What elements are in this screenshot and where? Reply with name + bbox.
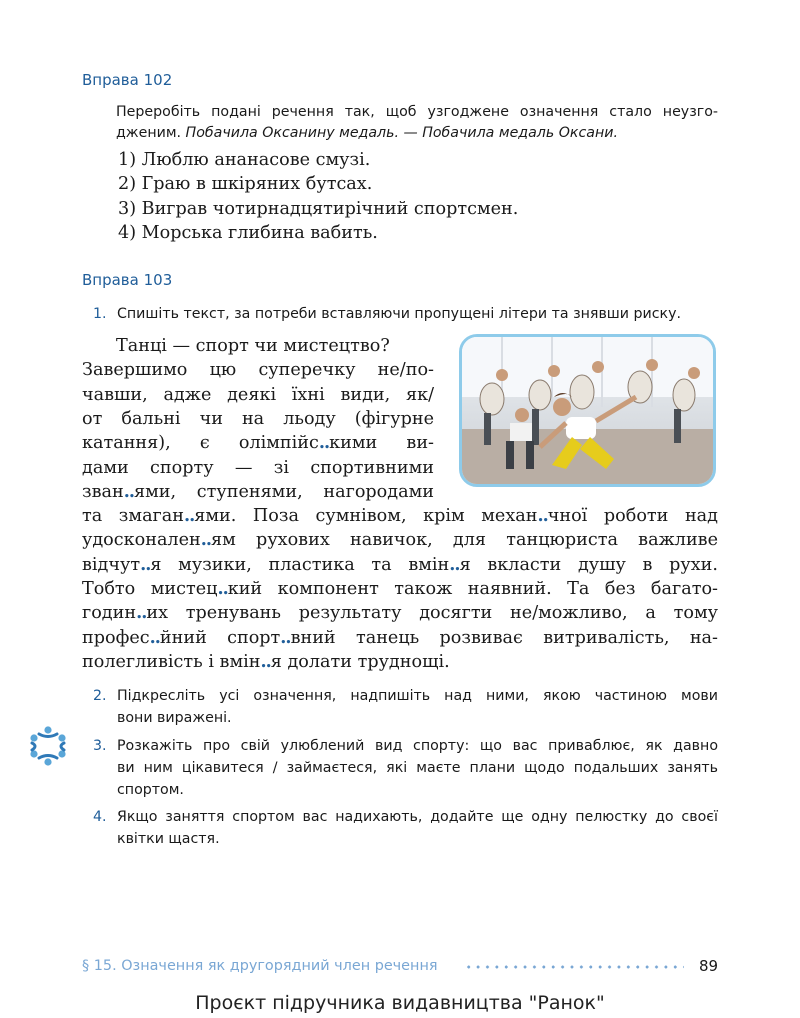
letter-gap: .. — [260, 650, 271, 672]
letter-gap: .. — [318, 432, 330, 454]
list-item: 3) Виграв чотирнадцятирічний спортсмен. — [118, 198, 519, 219]
task-1 — [93, 303, 718, 325]
letter-gap: .. — [123, 480, 134, 502]
letter-gap: .. — [149, 626, 160, 648]
task-number: 2. — [93, 688, 107, 704]
letter-gap: .. — [449, 553, 460, 575]
text-line: годин..их тренувань результату досягти не/можливо, а тому — [82, 602, 718, 624]
text-line: Завершимо цю суперечку не/по- — [82, 360, 434, 381]
letter-gap: .. — [537, 505, 548, 527]
text-line: зван..ями, ступенями, нагородами — [82, 480, 434, 502]
text-line: Танці — спорт чи мистецтво? — [116, 336, 390, 356]
task-number: 4. — [93, 809, 107, 825]
group-work-icon — [28, 725, 68, 767]
text-line: удосконален..ям рухових навичок, для танцюриста важливе — [82, 529, 718, 551]
page-number: 89 — [699, 957, 719, 975]
task-3 — [93, 735, 718, 798]
text-line: от бальні чи на льоду (фігурне — [82, 408, 434, 429]
text-line: дами спорту — зі спортивними — [82, 457, 434, 478]
draft-caption: Проєкт підручника видавництва "Ранок" — [195, 992, 605, 1014]
exercise-102-title: Вправа 102 — [82, 71, 173, 89]
text-line: катання), є олімпійс..кими ви- — [82, 432, 434, 454]
text-line: профес..йний спорт..вний танець розвиває витривалість, на- — [82, 626, 718, 648]
letter-gap: .. — [217, 578, 228, 599]
task-number: 1. — [93, 306, 107, 322]
exercise-103-title: Вправа 103 — [82, 271, 173, 289]
footer-dot-leader — [464, 962, 684, 972]
text-line: відчут..я музики, пластика та вмін..я вкласти душу в рухи. — [82, 553, 718, 575]
task-4-text: Якщо заняття спортом вас надихають, додайте ще одну пелюстку до своєї квітки щастя. — [117, 809, 718, 847]
letter-gap: .. — [280, 626, 291, 648]
list-item: 1) Люблю ананасове смузі. — [118, 150, 371, 170]
task-4 — [93, 806, 718, 847]
letter-gap: .. — [140, 553, 151, 575]
exercise-102-instruction-line-2: дженим. Побачила Оксанину медаль. — Побачила медаль Оксани. — [116, 125, 618, 141]
exercise-102-example: Побачила Оксанину медаль. — Побачила медаль Оксани. — [185, 125, 618, 141]
letter-gap: .. — [184, 505, 195, 527]
text-line: чавши, адже деякі їхні види, як/ — [82, 384, 434, 405]
dancers-illustration — [462, 337, 713, 484]
task-number: 3. — [93, 738, 107, 754]
task-2-text: Підкресліть усі означення, надпишіть над ними, якою частиною мови вони виражені. — [117, 688, 718, 726]
exercise-102-instruction-line-1: Переробіть подані речення так, щоб узгоджене означення стало неузго- — [116, 104, 718, 120]
task-2 — [93, 685, 718, 726]
letter-gap: .. — [136, 602, 147, 624]
text-line: та змаган..ями. Поза сумнівом, крім механ..чної роботи над — [82, 505, 718, 527]
text-line: Тобто мистец..кий компонент також наявний. Та без багато- — [82, 578, 718, 599]
list-item: 4) Морська глибина вабить. — [118, 222, 378, 243]
letter-gap: .. — [200, 529, 212, 551]
task-3-text: Розкажіть про свій улюблений вид спорту: що вас приваблює, як давно ви ним цікавитеся / займаєтеся, які маєте плани щодо подальших занять спортом. — [117, 738, 718, 798]
task-1-text: Спишіть текст, за потреби вставляючи пропущені літери та знявши риску. — [117, 306, 682, 322]
list-item: 2) Граю в шкіряних бутсах. — [118, 174, 373, 195]
dancers-photo — [459, 334, 716, 487]
text-line: полегливість і вмін..я долати труднощі. — [82, 650, 450, 672]
section-footer-title: § 15. Означення як другорядний член речення — [82, 958, 438, 974]
exercise-102-list — [118, 148, 518, 245]
